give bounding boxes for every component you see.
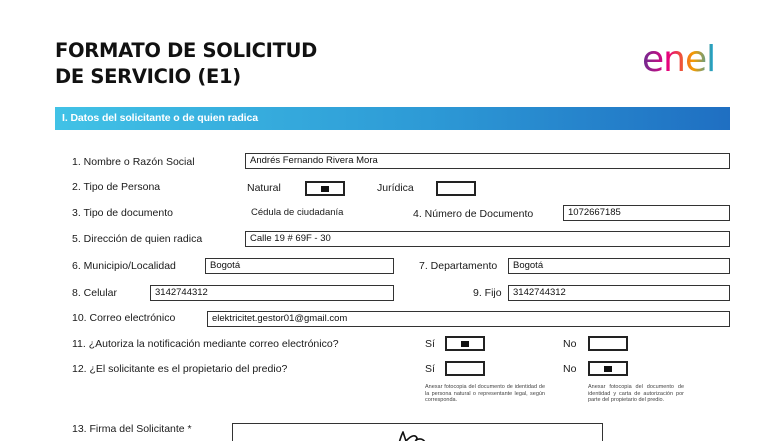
enel-logo-text: enel <box>642 39 716 78</box>
form-title-line-2: DE SERVICIO (E1) <box>55 65 241 88</box>
name-field[interactable]: Andrés Fernando Rivera Mora <box>245 153 730 169</box>
email-notification-label: 11. ¿Autoriza la notificación mediante correo electrónico? <box>72 338 339 350</box>
doc-type-label: 3. Tipo de documento <box>72 207 173 219</box>
mobile-field[interactable]: 3142744312 <box>150 285 394 301</box>
department-field[interactable]: Bogotá <box>508 258 730 274</box>
email-notification-yes-label: Sí <box>425 338 435 350</box>
doc-number-label: 4. Número de Documento <box>413 208 534 220</box>
email-notification-yes-mark <box>461 341 469 347</box>
department-label: 7. Departamento <box>419 260 498 272</box>
natural-option-label: Natural <box>247 182 281 194</box>
municipality-label: 6. Municipio/Localidad <box>72 260 176 272</box>
mobile-label: 8. Celular <box>72 287 117 299</box>
owner-no-mark <box>604 366 612 372</box>
landline-label: 9. Fijo <box>473 287 502 299</box>
juridica-checkbox[interactable] <box>436 181 476 196</box>
natural-checkbox[interactable] <box>305 181 345 196</box>
owner-label: 12. ¿El solicitante es el propietario del predio? <box>72 363 288 375</box>
enel-logo <box>640 38 736 78</box>
natural-checkbox-mark <box>321 186 329 192</box>
landline-field[interactable]: 3142744312 <box>508 285 730 301</box>
owner-no-note: Anexar fotocopia del documento de identidad y carta de autorización por parte del propietario del predio. <box>588 384 684 404</box>
address-field[interactable]: Calle 19 # 69F - 30 <box>245 231 730 247</box>
email-notification-yes-checkbox[interactable] <box>445 336 485 351</box>
address-label: 5. Dirección de quien radica <box>72 233 203 245</box>
form-title <box>55 38 317 90</box>
owner-yes-note: Anexar fotocopia del documento de identidad de la persona natural o representante legal, según corresponda. <box>425 384 545 404</box>
person-type-label: 2. Tipo de Persona <box>72 181 161 193</box>
signature-label: 13. Firma del Solicitante * <box>72 423 192 435</box>
owner-no-label: No <box>563 363 577 375</box>
municipality-field[interactable]: Bogotá <box>205 258 394 274</box>
owner-yes-label: Sí <box>425 363 435 375</box>
email-label: 10. Correo electrónico <box>72 312 176 324</box>
owner-no-checkbox[interactable] <box>588 361 628 376</box>
name-label: 1. Nombre o Razón Social <box>72 156 195 168</box>
enel-logo-graphic <box>640 38 736 78</box>
signature-scribble <box>383 428 443 441</box>
email-notification-no-checkbox[interactable] <box>588 336 628 351</box>
email-notification-no-label: No <box>563 338 577 350</box>
doc-number-field[interactable]: 1072667185 <box>563 205 730 221</box>
form-title-line-1: FORMATO DE SOLICITUD <box>55 39 318 62</box>
juridica-option-label: Jurídica <box>377 182 414 194</box>
section-heading: I. Datos del solicitante o de quien radica <box>55 107 730 130</box>
email-field[interactable]: elektricitet.gestor01@gmail.com <box>207 311 730 327</box>
doc-type-value: Cédula de ciudadanía <box>251 207 344 218</box>
owner-yes-checkbox[interactable] <box>445 361 485 376</box>
signature-box[interactable] <box>232 423 603 441</box>
